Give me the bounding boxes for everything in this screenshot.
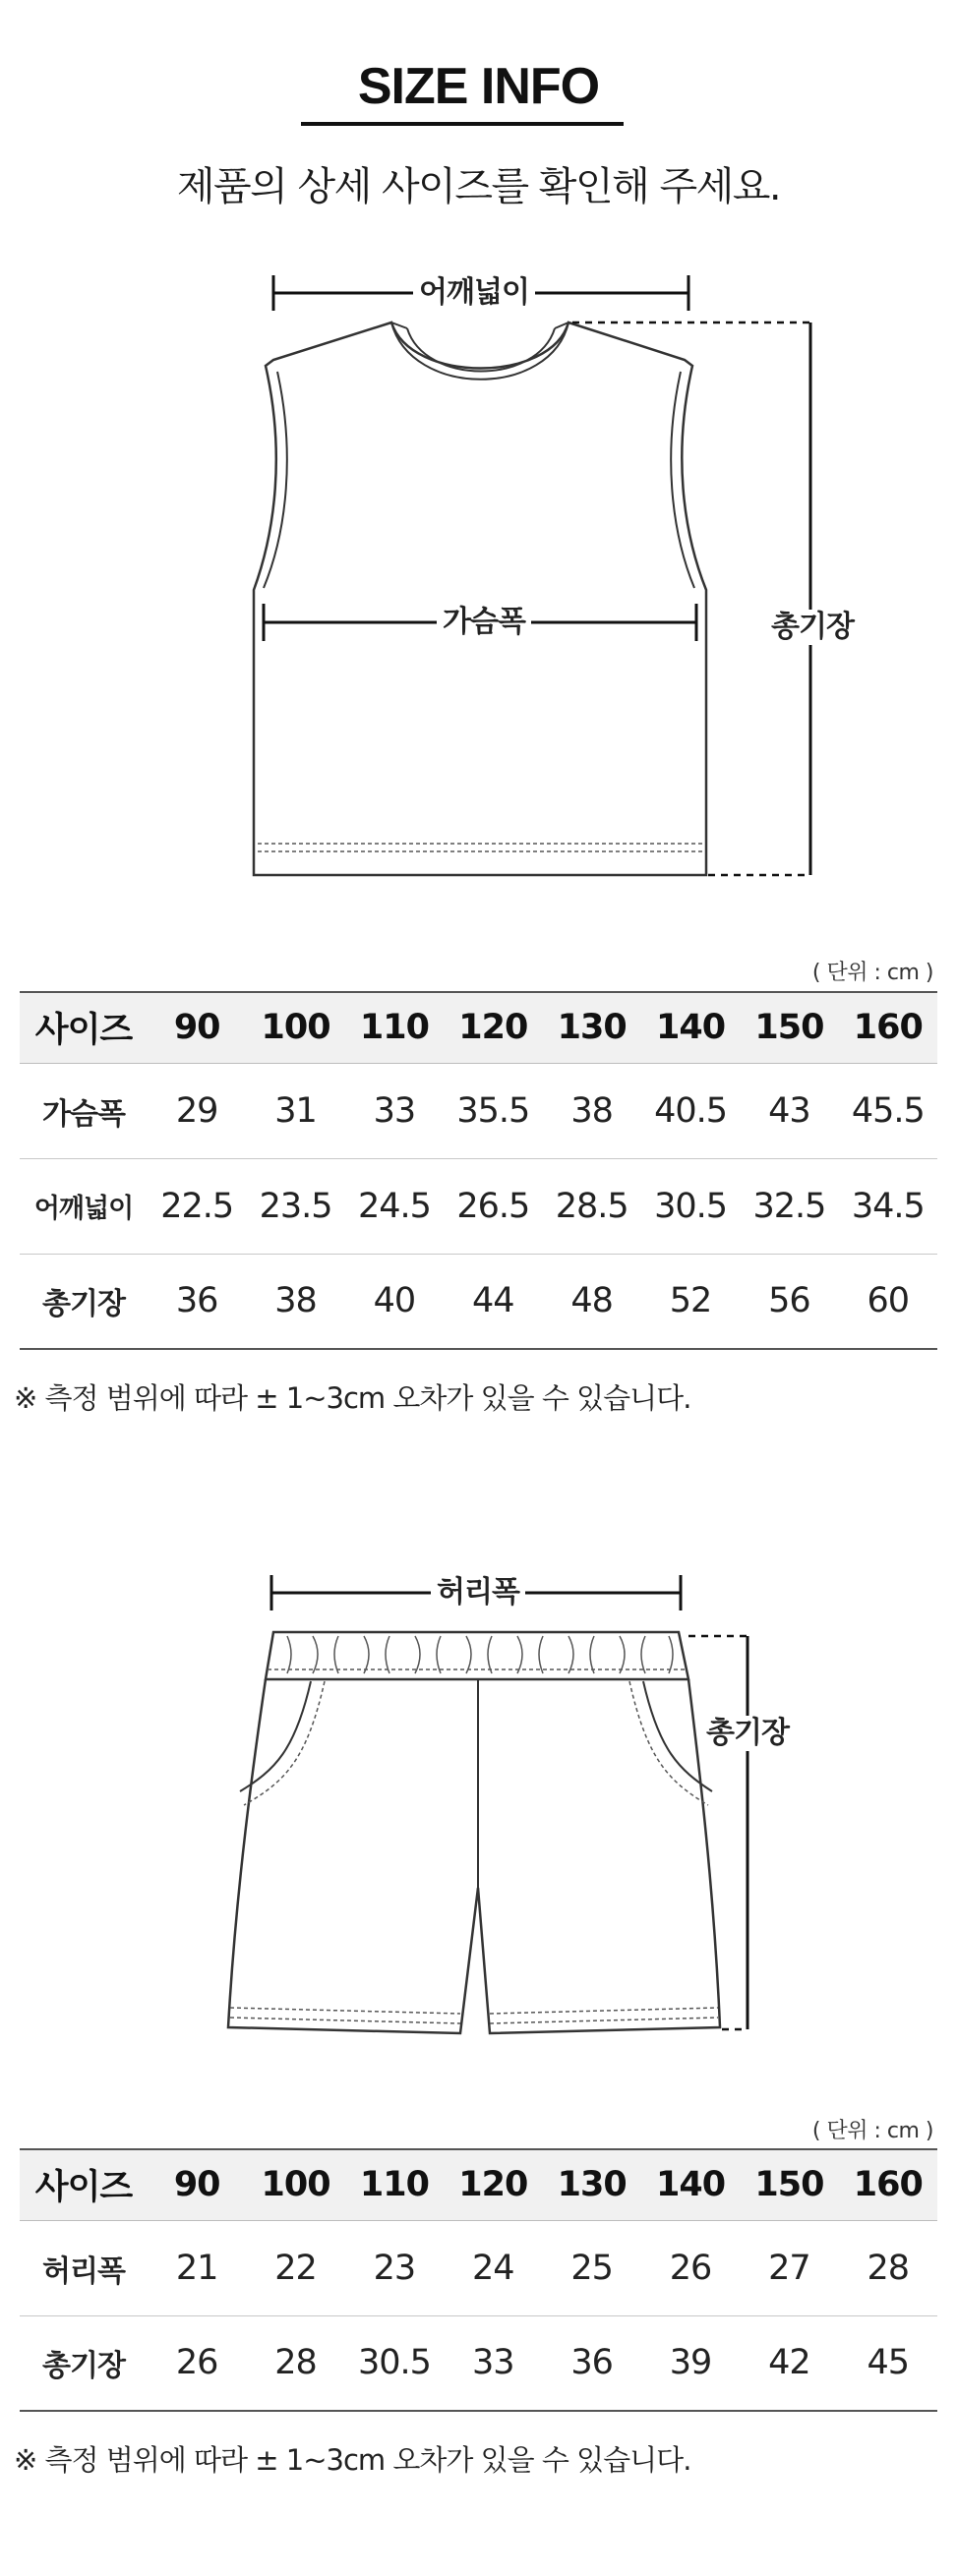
header-cell: 160 (839, 992, 937, 1063)
table-cell: 28 (839, 2220, 937, 2315)
header-cell: 110 (345, 2149, 444, 2220)
table-cell: 33 (345, 1063, 444, 1158)
bottom-table-unit: ( 단위 : cm ) (811, 2119, 933, 2143)
header-cell: 140 (641, 992, 740, 1063)
table-cell: 52 (641, 1254, 740, 1349)
header-cell: 160 (839, 2149, 937, 2220)
row-label: 허리폭 (20, 2220, 148, 2315)
table-cell: 32.5 (740, 1158, 838, 1254)
header-cell: 140 (641, 2149, 740, 2220)
table-cell: 26 (641, 2220, 740, 2315)
table-row (20, 2220, 937, 2315)
page-subtitle: 제품의 상세 사이즈를 확인해 주세요. (176, 164, 781, 209)
header-cell: 130 (543, 992, 641, 1063)
table-cell: 28.5 (543, 1158, 641, 1254)
table-row (20, 1063, 937, 1158)
bottom-length-label: 총기장 (700, 1716, 795, 1751)
table-cell: 30.5 (345, 2315, 444, 2411)
header-cell: 110 (345, 992, 444, 1063)
table-cell: 38 (543, 1063, 641, 1158)
table-cell: 22.5 (148, 1158, 246, 1254)
table-cell: 24 (444, 2220, 542, 2315)
table-cell: 43 (740, 1063, 838, 1158)
row-label: 가슴폭 (20, 1063, 148, 1158)
title-underline (301, 122, 624, 126)
top-length-label: 총기장 (765, 610, 860, 645)
table-cell: 26.5 (444, 1158, 542, 1254)
table-cell: 30.5 (641, 1158, 740, 1254)
table-cell: 56 (740, 1254, 838, 1349)
header-cell: 90 (148, 2149, 246, 2220)
table-cell: 36 (543, 2315, 641, 2411)
table-cell: 40.5 (641, 1063, 740, 1158)
table-cell: 27 (740, 2220, 838, 2315)
header-cell: 120 (444, 992, 542, 1063)
table-cell: 25 (543, 2220, 641, 2315)
header-cell: 사이즈 (20, 992, 148, 1063)
table-cell: 28 (246, 2315, 344, 2411)
header-cell: 90 (148, 992, 246, 1063)
table-cell: 44 (444, 1254, 542, 1349)
table-cell: 33 (444, 2315, 542, 2411)
header-cell: 100 (246, 2149, 344, 2220)
table-cell: 34.5 (839, 1158, 937, 1254)
table-row (20, 1158, 937, 1254)
top-table-unit: ( 단위 : cm ) (811, 961, 933, 985)
table-cell: 48 (543, 1254, 641, 1349)
header-cell: 150 (740, 2149, 838, 2220)
sleeveless-top-illustration (0, 256, 957, 905)
bottom-garment-diagram (0, 1563, 957, 2075)
top-garment-diagram (0, 256, 957, 905)
table-cell: 31 (246, 1063, 344, 1158)
header-cell: 150 (740, 992, 838, 1063)
table-cell: 45.5 (839, 1063, 937, 1158)
shoulder-width-label: 어깨넓이 (413, 275, 535, 311)
bottom-measurement-note: ※ 측정 범위에 따라 ± 1~3cm 오차가 있을 수 있습니다. (14, 2443, 691, 2477)
table-cell: 26 (148, 2315, 246, 2411)
top-size-table (20, 991, 937, 1350)
header-cell: 120 (444, 2149, 542, 2220)
row-label: 어깨넓이 (20, 1158, 148, 1254)
table-cell: 23.5 (246, 1158, 344, 1254)
table-cell: 45 (839, 2315, 937, 2411)
row-label: 총기장 (20, 2315, 148, 2411)
table-header-row (20, 992, 937, 1063)
table-header-row (20, 2149, 937, 2220)
table-cell: 22 (246, 2220, 344, 2315)
top-measurement-note: ※ 측정 범위에 따라 ± 1~3cm 오차가 있을 수 있습니다. (14, 1381, 691, 1415)
table-row (20, 2315, 937, 2411)
table-row (20, 1254, 937, 1349)
table-cell: 35.5 (444, 1063, 542, 1158)
waist-width-label: 허리폭 (431, 1575, 525, 1610)
table-cell: 42 (740, 2315, 838, 2411)
table-cell: 40 (345, 1254, 444, 1349)
header-cell: 130 (543, 2149, 641, 2220)
header-cell: 100 (246, 992, 344, 1063)
table-cell: 60 (839, 1254, 937, 1349)
table-cell: 23 (345, 2220, 444, 2315)
page-title: SIZE INFO (357, 58, 600, 115)
table-cell: 24.5 (345, 1158, 444, 1254)
table-cell: 38 (246, 1254, 344, 1349)
header-cell: 사이즈 (20, 2149, 148, 2220)
table-cell: 36 (148, 1254, 246, 1349)
table-cell: 29 (148, 1063, 246, 1158)
bottom-size-table (20, 2148, 937, 2412)
row-label: 총기장 (20, 1254, 148, 1349)
table-cell: 21 (148, 2220, 246, 2315)
chest-width-label: 가슴폭 (437, 605, 531, 640)
table-cell: 39 (641, 2315, 740, 2411)
shorts-illustration (0, 1563, 957, 2075)
